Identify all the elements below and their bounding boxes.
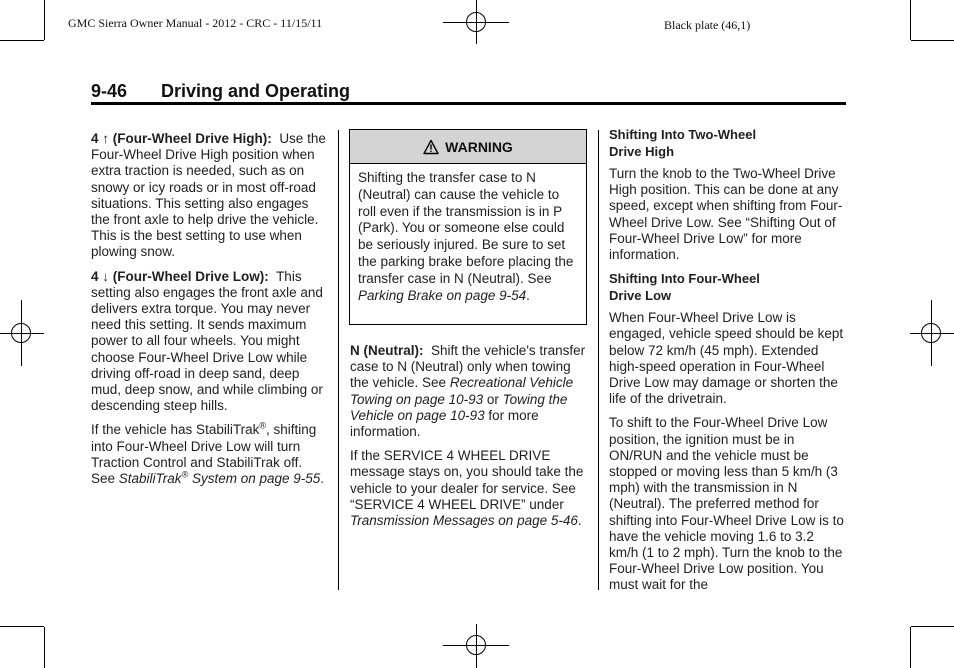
plate-label: Black plate (46,1) bbox=[664, 18, 751, 32]
crop-mark bbox=[0, 626, 44, 627]
mode-number: 4 bbox=[91, 131, 99, 146]
column-3 bbox=[609, 127, 846, 602]
crop-mark bbox=[910, 0, 911, 40]
paragraph-heading: N (Neutral): bbox=[350, 343, 424, 358]
cross-reference-link[interactable]: Transmission Messages on page 5-46 bbox=[350, 513, 578, 529]
section-title: Driving and Operating bbox=[161, 81, 351, 101]
paragraph-4wd-low bbox=[91, 269, 326, 415]
page-number: 9-46 bbox=[91, 81, 128, 101]
arrow-up-icon: ↑ bbox=[102, 131, 110, 146]
crop-mark bbox=[911, 626, 954, 627]
column-2 bbox=[350, 343, 590, 537]
subheading-four-wheel-low: Shifting Into Four-Wheel Drive Low bbox=[609, 271, 760, 303]
column-divider bbox=[338, 130, 339, 590]
paragraph-service-message: If the SERVICE 4 WHEEL DRIVE message stays on, you should take the vehicle to your dealer for service. See “SERVICE 4 WHEEL DRIVE” under Transmission Messages on page 5-46. bbox=[350, 448, 584, 529]
column-divider bbox=[598, 130, 599, 590]
crop-mark bbox=[911, 40, 954, 41]
paragraph-text: This setting also engages the front axle and delivers extra torque. You may never need this setting. It sends maximum power to all four wheels. You might choose Four-Wheel Drive Low while driving off-road in deep sand, deep mud, deep snow, and while climbing or descending steep hills. bbox=[91, 268, 323, 414]
crop-mark bbox=[0, 40, 44, 41]
crop-mark bbox=[44, 0, 45, 40]
paragraph-two-wheel-high: Turn the knob to the Two-Wheel Drive High position. This can be done at any speed, except when shifting from Four-Wheel Drive Low. See “Shifting Out of Four-Wheel Drive Low” for more information. bbox=[609, 166, 843, 263]
paragraph-stabilitrak: If the vehicle has StabiliTrak®, shifting into Four-Wheel Drive Low will turn Traction Control and StabiliTrak off. See StabiliTrak® System on page 9-55. bbox=[91, 420, 325, 487]
crop-mark bbox=[44, 627, 45, 668]
arrow-down-icon: ↓ bbox=[102, 268, 110, 284]
heading-rule bbox=[91, 102, 846, 105]
paragraph-four-wheel-low-shift: To shift to the Four-Wheel Drive Low position, the ignition must be in ON/RUN and the vehicle must be stopped or moving less than 5 km/h (3 mph) with the transmission in N (Neutral). The preferred method for shifting into Four-Wheel Drive Low is to have the vehicle moving 1.6 to 3.2 km/h (1 to 2 mph). Turn the knob to the Four-Wheel Drive Low position. You must wait for the bbox=[609, 415, 844, 593]
column-1 bbox=[91, 131, 326, 495]
mode-number: 4 bbox=[91, 268, 99, 284]
warning-box bbox=[349, 129, 587, 325]
manual-title: GMC Sierra Owner Manual - 2012 - CRC - 11/15/11 bbox=[68, 16, 323, 30]
cross-reference-link[interactable]: Towing the Vehicle on page 10-93 bbox=[350, 391, 568, 423]
paragraph-heading: (Four-Wheel Drive Low): bbox=[112, 268, 269, 284]
paragraph-text: Use the Four-Wheel Drive High position when extra traction is needed, such as on snowy or icy roads or in most off-road situations. This setting also engages the front axle to help drive the vehicle. This is the best setting to use when plowing snow. bbox=[91, 131, 326, 260]
paragraph-four-wheel-low-speed: When Four-Wheel Drive Low is engaged, vehicle speed should be kept below 72 km/h (45 mph). Extended high-speed operation in Four-Wheel Drive Low may damage or shorten the life of the drivetrain. bbox=[609, 310, 844, 407]
section-heading bbox=[91, 81, 846, 102]
cross-reference-link[interactable]: Recreational Vehicle Towing on page 10-93 bbox=[350, 375, 574, 407]
warning-icon bbox=[423, 139, 439, 155]
paragraph-neutral: N (Neutral): Shift the vehicle's transfer case to N (Neutral) only when towing the vehicle. See Recreational Vehicle Towing on page 10-93 or Towing the Vehicle on page 10-93 for more information. bbox=[350, 343, 586, 440]
paragraph-4wd-high bbox=[91, 131, 326, 261]
warning-label: WARNING bbox=[445, 138, 513, 155]
warning-header bbox=[350, 130, 586, 164]
subheading-two-wheel-high: Shifting Into Two-Wheel Drive High bbox=[609, 127, 757, 159]
paragraph-heading: (Four-Wheel Drive High): bbox=[112, 131, 272, 146]
cross-reference-link[interactable]: StabiliTrak® System on page 9-55 bbox=[118, 469, 321, 487]
warning-text: Shifting the transfer case to N (Neutral) can cause the vehicle to roll even if the transmission is in P (Park). You or someone else could be seriously injured. Be sure to set the parking brake before placing the transfer case in N (Neutral). See Parking Brake on page 9-54. bbox=[358, 170, 574, 303]
crop-mark bbox=[910, 627, 911, 668]
cross-reference-link[interactable]: Parking Brake on page 9-54 bbox=[358, 287, 527, 303]
